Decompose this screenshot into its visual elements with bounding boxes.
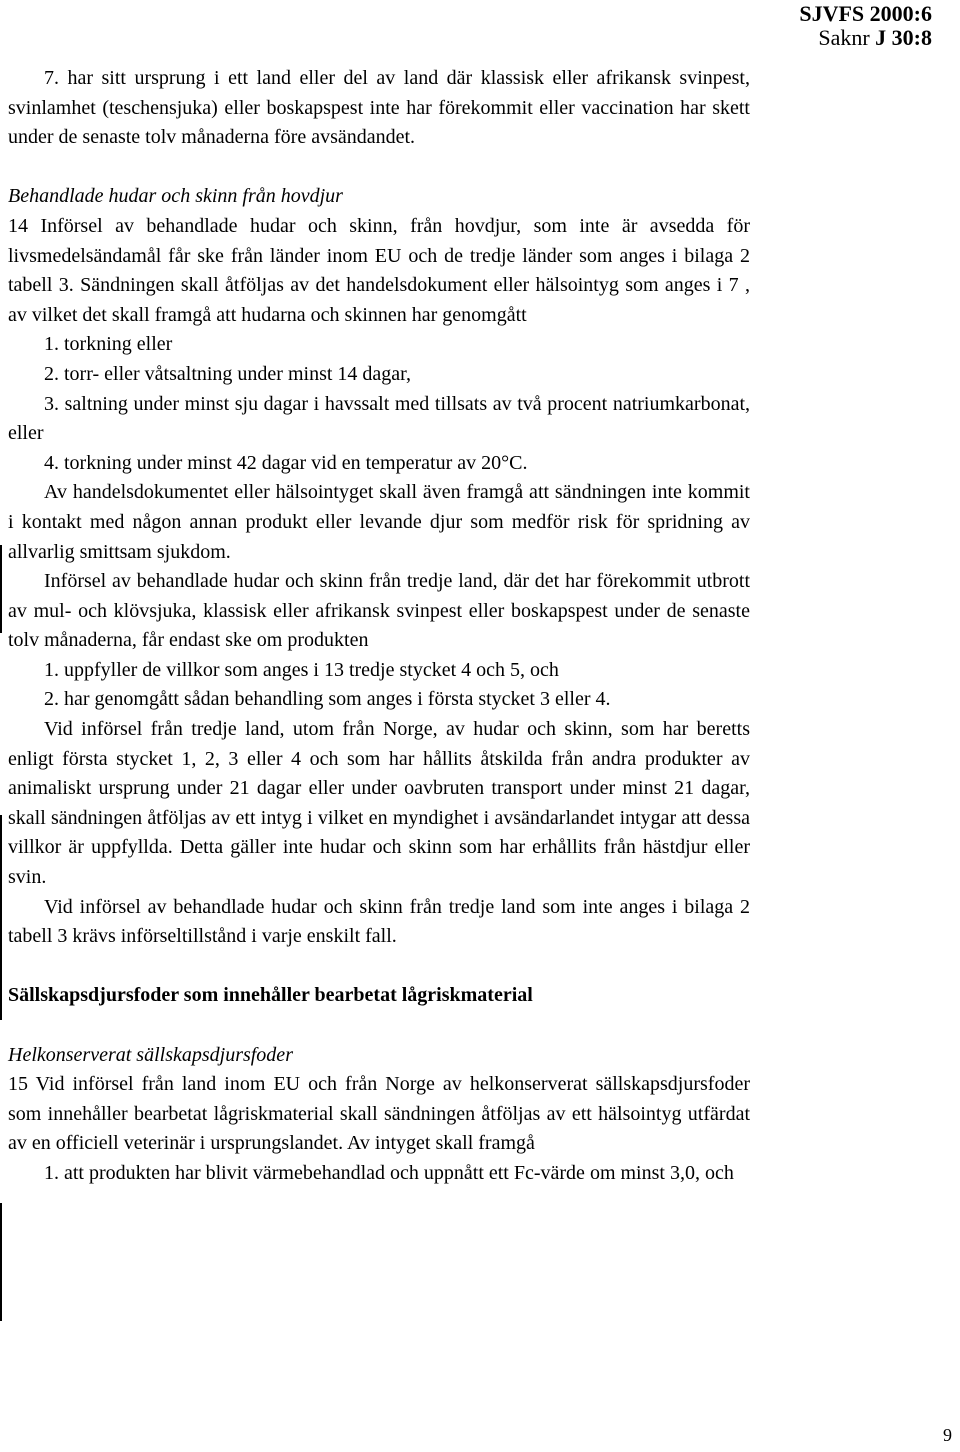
case-number bbox=[799, 26, 932, 50]
section-heading: Sällskapsdjursfoder som innehåller bearbetat lågriskmaterial bbox=[8, 984, 533, 1007]
change-bar bbox=[0, 545, 2, 633]
page-number: 9 bbox=[943, 1425, 952, 1445]
section-subheading: Helkonserverat sällskapsdjursfoder bbox=[8, 1043, 293, 1066]
list-item: 1. torkning eller bbox=[44, 333, 173, 356]
case-number-prefix: Saknr bbox=[818, 25, 876, 50]
paragraph: Av handelsdokumentet eller hälsointyget skall även framgå att sändningen inte kommit i kontakt med någon annan produkt eller levande djur som medför risk för spridning av allvarlig smittsam sjukdom. bbox=[8, 481, 750, 563]
paragraph: Införsel av behandlade hudar och skinn från tredje land, där det har förekommit utbrott av mul- och klövsjuka, klassisk eller afrikansk svinpest eller boskapspest under de senaste tolv månaderna, får endast ske om produkten bbox=[8, 570, 750, 652]
change-bar bbox=[0, 1203, 2, 1321]
paragraph: Vid införsel av behandlade hudar och skinn från tredje land som inte anges i bilaga 2 tabell 3 krävs införseltillstånd i varje enskilt fall. bbox=[8, 895, 750, 948]
list-item: 2. torr- eller våtsaltning under minst 14 dagar, bbox=[44, 362, 412, 385]
document-body bbox=[8, 64, 750, 1189]
list-item: 4. torkning under minst 42 dagar vid en temperatur av 20°C. bbox=[44, 451, 528, 474]
regulation-code: SJVFS 2000:6 bbox=[799, 1, 932, 26]
paragraph: 15 Vid införsel från land inom EU och från Norge av helkonserverat sällskapsdjursfoder som innehåller bearbetat lågriskmaterial skall sändningen åtföljas av ett hälsointyg utfärdat av en officiell veterinär i ursprungslandet. Av intyget skall framgå bbox=[8, 1073, 750, 1155]
list-item: 2. har genomgått sådan behandling som anges i första stycket 3 eller 4. bbox=[44, 688, 611, 711]
list-item: 7. har sitt ursprung i ett land eller del av land där klassisk eller afrikansk svinpest, svinlamhet (teschensjuka) eller boskapspest inte har förekommit eller vaccination har skett under de senaste tolv månaderna före avsändandet. bbox=[8, 67, 750, 149]
list-item: 1. att produkten har blivit värmebehandlad och uppnått ett Fc-värde om minst 3,0, och bbox=[44, 1161, 734, 1184]
list-item: 1. uppfyller de villkor som anges i 13 tredje stycket 4 och 5, och bbox=[44, 658, 559, 681]
case-number-code: J 30:8 bbox=[875, 25, 932, 50]
list-item: 3. saltning under minst sju dagar i havssalt med tillsats av två procent natriumkarbonat, eller bbox=[8, 392, 750, 445]
paragraph: Vid införsel från tredje land, utom från Norge, av hudar och skinn, som har beretts enligt första stycket 1, 2, 3 eller 4 och som har hållits åtskilda från andra produkter av animaliskt ursprung under 21 dagar eller under oavbruten transport under minst 21 dagar, skall sändningen åtföljas av ett intyg i vilket en myndighet i avsändarlandet intygar att dessa villkor är uppfyllda. Detta gäller inte hudar och skinn som har erhållits från hästdjur eller svin. bbox=[8, 718, 750, 889]
section-subheading: Behandlade hudar och skinn från hovdjur bbox=[8, 185, 343, 208]
document-header bbox=[799, 2, 932, 50]
paragraph: 14 Införsel av behandlade hudar och skinn, från hovdjur, som inte är avsedda för livsmedelsändamål får ske från länder inom EU och de tredje länder som anges i bilaga 2 tabell 3. Sändningen skall åtföljas av det handelsdokument eller hälsointyg som anges i 7 , av vilket det skall framgå att hudarna och skinnen har genomgått bbox=[8, 214, 750, 326]
change-bar bbox=[0, 815, 2, 1020]
